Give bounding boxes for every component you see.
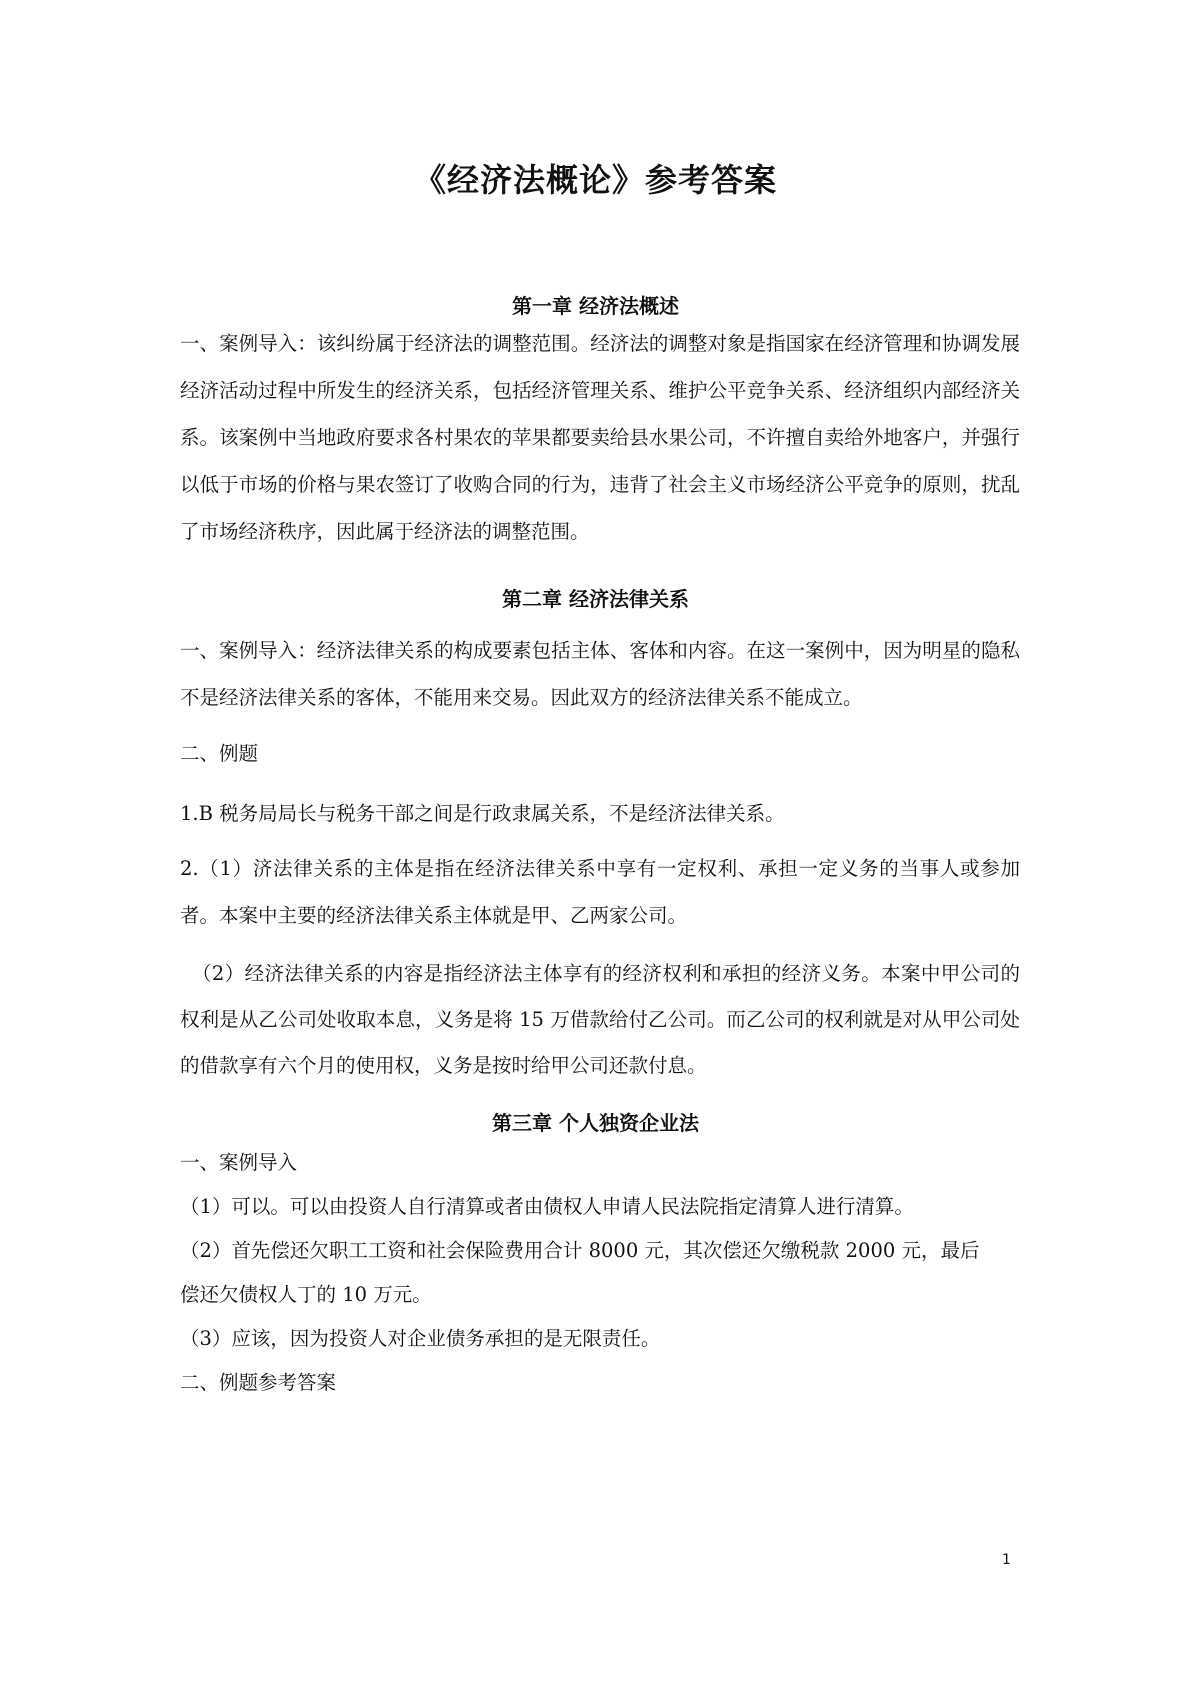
chapter-2-example-2-part-2: （2）经济法律关系的内容是指经济法主体享有的经济权利和承担的经济义务。本案中甲公司的权利是从乙公司处收取本息，义务是将 15 万借款给付乙公司。而乙公司的权利就是对从甲公司处的借款享有六个月的使用权，义务是按时给甲公司还款付息。	[180, 962, 1020, 1077]
chapter-3-answer-1: （1）可以。可以由投资人自行清算或者由债权人申请人民法院指定清算人进行清算。	[180, 1195, 914, 1218]
chapter-3-answer-2-line-1: （2）首先偿还欠职工工资和社会保险费用合计 8000 元，其次偿还欠缴税款 2000 元，最后	[180, 1239, 980, 1262]
chapter-3-heading: 第三章 个人独资企业法	[492, 1111, 699, 1135]
chapter-1-heading: 第一章 经济法概述	[512, 294, 679, 318]
chapter-2-example-1: 1.B 税务局局长与税务干部之间是行政隶属关系，不是经济法律关系。	[180, 802, 785, 825]
chapter-1-case-intro: 一、案例导入：该纠纷属于经济法的调整范围。经济法的调整对象是指国家在经济管理和协调发展经济活动过程中所发生的经济关系，包括经济管理关系、维护公平竞争关系、经济组织内部经济关系。该案例中当地政府要求各村果农的苹果都要卖给县水果公司，不许擅自卖给外地客户，并强行以低于市场的价格与果农签订了收购合同的行为，违背了社会主义市场经济公平竞争的原则，扰乱了市场经济秩序，因此属于经济法的调整范围。	[180, 332, 1020, 543]
document-title: 《经济法概论》参考答案	[413, 161, 777, 199]
chapter-3-answer-3: （3）应该，因为投资人对企业债务承担的是无限责任。	[180, 1327, 661, 1350]
chapter-2-examples-heading: 二、例题	[180, 742, 259, 765]
chapter-2-example-2-part-1: 2.（1）济法律关系的主体是指在经济法律关系中享有一定权利、承担一定义务的当事人或参加者。本案中主要的经济法律关系主体就是甲、乙两家公司。	[180, 857, 1020, 927]
chapter-3-case-intro-heading: 一、案例导入	[180, 1151, 298, 1174]
chapter-3-examples-heading: 二、例题参考答案	[180, 1371, 337, 1394]
chapter-2-case-intro: 一、案例导入：经济法律关系的构成要素包括主体、客体和内容。在这一案例中，因为明星的隐私不是经济法律关系的客体，不能用来交易。因此双方的经济法律关系不能成立。	[180, 639, 1020, 709]
chapter-2-heading: 第二章 经济法律关系	[502, 587, 689, 611]
chapter-3-answer-2-line-2: 偿还欠债权人丁的 10 万元。	[180, 1283, 432, 1306]
page-number: 1	[1002, 1552, 1011, 1568]
